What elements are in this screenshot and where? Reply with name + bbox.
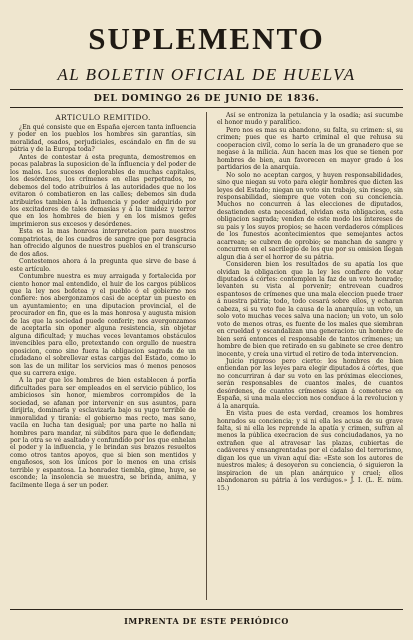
right-paragraph-4: Consideren bien los resultados de su apatía los que olvidan la obligacion que la ley les confiere de votar diputados á córtes: contemplen la faz de un voto honrado; levanten su vista al porvenir; entrevean cuadros espantosos de crímenes que una mala eleccion puede traer á nuestra pátria; todo, todo cesará sobre ellos, y echaran cabeza, si su voto fue la causa de la anarquía: un voto, un solo voto muchas veces salva una nacion; un voto, un solo voto de menos otras, es fuente de los males que siembran en crueldad y escandalizan una generacion: un hombre de bien será entonces el responsable de tantos crímenes; un hombre de bien que retirado en su gabinete se cree dentro inocente, y creía una virtud el retiro de toda intervencion. [217, 261, 403, 358]
supplement-title: SUPLEMENTO [88, 21, 325, 56]
right-paragraph-6: En vista pues de esta verdad, creamos los hombres honrados su conciencia; y si ni ella les acusa de su grave falta, si ni ella les reprende la apatía y crimen, sufran al menos la pública execracion de sus conciudadanos, ya no extrañen que al atravesar las plazas, cubiertas de cadáveres y ensangrentadas por el cadalso del terrorismo, digan los que un vivan aquí dia: «Este son los autores de nuestros males; á desoyeron su conciencia, ó siguieron la inspiracion de un plan anárquico y cruel; ellos abandonaron su pátria á los verdugos.» J. I. (L. E. núm. 15.) [217, 410, 403, 492]
left-paragraph-4: Contestemos ahora á la pregunta que sirve de base á este artículo. [10, 258, 196, 273]
top-rule [10, 89, 403, 90]
right-paragraph-5: Juicio riguroso pero cierto: los hombres de bien entiendan por las leyes para elegir diputados á córtes, que no concurriran á dar su voto en las próximas elecciones, serán responsables de cuantos males, de cuantos desórdenes, de cuantos crímenes sigan á cometerse en España, si una mala eleccion nos conduce á la revolucion y á la anarquía. [217, 357, 403, 410]
left-paragraph-1: ¿En qué consiste que en España ejercen tanta influencia y poder en los pueblos los hombres sin garantías, sin moralidad, osados, perjudiciales, escándalo en fin de su pátria y de la Europa toda? [10, 124, 196, 154]
bulletin-subtitle: AL BOLETIN OFICIAL DE HUELVA [57, 65, 356, 84]
header-bottom-rule [10, 107, 403, 108]
column-divider [206, 112, 207, 600]
left-paragraph-2: Antes de contestar á esta pregunta, demostremos en pocas palabras la suposicion de la influencia y del poder de los malos. Los sucesos deplorables de muchas capitales, los desórdenes, los crímenes en ellas perpetrados, no debemos del todo atribuirlos á las autoridades que no los evitaron ó combatieron en las calles; debemos sin duda atribuirlos tambien á la influencia y poder adquirido por los excitadores de tales demasías y á la timidez y terror que en los hombres de bien y en los mismos gefes imprimieron sus excesos y desórdenes. [10, 153, 196, 228]
footer-rule [10, 609, 403, 610]
right-paragraph-1: Así se entroniza la petulancia y la osadía; así sucumbe el honor mudo y paralítico. [217, 112, 403, 127]
issue-dateline: DEL DOMINGO 26 DE JUNIO DE 1836. [93, 93, 320, 104]
printer-imprint: IMPRENTA DE ESTE PERIÓDICO [124, 616, 289, 626]
article-columns [10, 112, 403, 600]
article-heading: ARTICULO REMITIDO. [55, 113, 151, 122]
right-paragraph-2: Pero nos es mas su abandono, su falta, su crimen: si, su crimen; pues que es harto criminal el que rehusa su cooperacion civil, como lo sería la de un granadero que se negase á la milicia. Aun hacen mas los que se tienen por hombres de bien, aun favorecen en mayor grado á los partidarios de la anarquía. [217, 126, 403, 172]
left-paragraph-6: A la par que los hombres de bien establecen á porfía dificultades para ser empleados en el servicio público, los ambiciosos sin honor, miembros corrompidos de la sociedad, se afanan por intervenir en sus asuntos, para dirijirla, dominarla y esclavizarla bajo su yugo terrible de inmoralidad y tiranía: el gobierno mas recto, mas sano, vacila en lucha tan desigual; por una parte no halla ni hombres para mandar, ni súbditos para que le defiendan; por la otra se vé asaltado y confundido por los que enhelan el poder y la influencia, y le brindan sus brazos resueltos como otros tantos apoyos, que si bien son mentidos y engañosos, son los únicos por lo menos en una crisis terrible y espantosa. La honradez tiembla, gime, huye, se esconde; la insolencia se muestra, se brinda, anima, y facilmente llega á ser un poder. [10, 377, 196, 489]
left-column [10, 112, 196, 600]
left-paragraph-5: Contumbre nuestra es muy arraigada y fortalecida por ciento honor mal entendido, el huir de los cargos públicos que la ley nos bofetea y el pueblo ó el gobierno nos confiere: nos abergonzamos casi de aceptar un puesto en un ayuntamiento; en una diputacion provincial, el de procurador en fin, que es la mas honrosa y augusta mision de las que la sociedad puede conferir; nos avergonzamos de aceptarla sin oponer alguna resistencia, sin objetar alguna dificultad; y muchas veces levantamos obstáculos invencibles para ello, pretextando con orgullo de nuestra oposicion, como sino fuera la obligacion sagrada de un ciudadano el sobrellevar estas cargas del Estado, como lo son las de un militar los servicios mas ó menos penosos que su carrera exige. [10, 273, 196, 377]
right-paragraph-3: No solo no aceptan cargos, y huyen responsabilidades, sino que niegan su voto para elegir hombres que dicten las leyes del Estado; niegan un voto sin trabajo, sin riesgo, sin responsabilidad, siempre que voten con su conciencia. Muchos no concurren á las elecciones de diputados, desatienden esta necesidad, olvidan esta obligacion, esta obligacion sagrada; venden de este modo los intereses de su pais y los suyos propios; se hacen verdaderos cómplices de los funestos acontecimientos que semejantes actos acarrean; se cubren de oprobio; se manchan de sangre y concurren en el sacrilegio de los que por su omision llegan algun dia á ser el horror de su pátria. [217, 171, 403, 261]
left-paragraph-3: Esta es la mas honrosa interpretacion para nuestros compatriotas, de los cuadros de sangre que por desgracia han ofrecido algunos de nuestros pueblos en el transcurso de dos años. [10, 228, 196, 258]
right-column [217, 112, 403, 600]
